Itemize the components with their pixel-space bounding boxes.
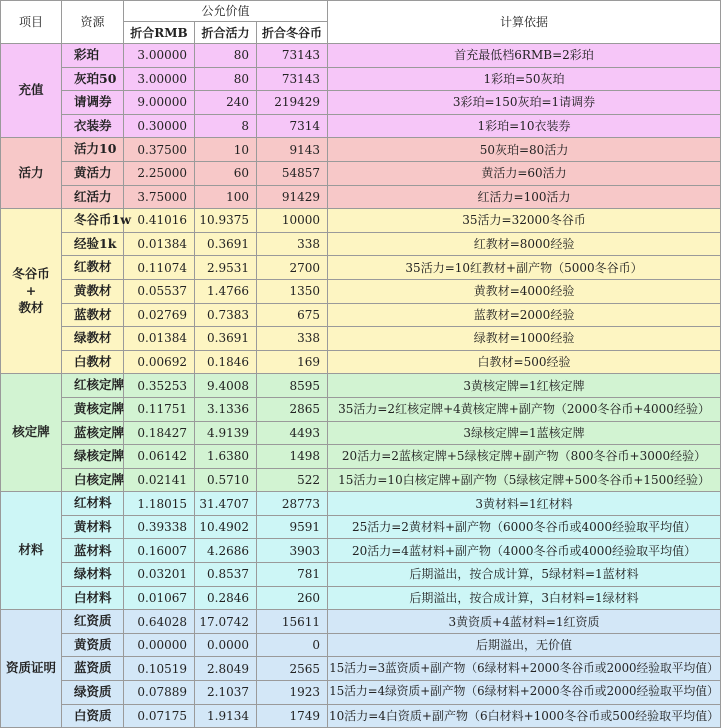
header-basis: 计算依据: [328, 1, 721, 44]
coins-value: 260: [257, 586, 328, 610]
table-row: [1, 279, 721, 303]
resource-name: 黄资质: [62, 633, 124, 657]
group-label: 冬谷币 + 教材: [1, 209, 62, 374]
resource-name: 绿材料: [62, 563, 124, 587]
vitality-value: 0.0000: [195, 633, 257, 657]
vitality-value: 0.7383: [195, 303, 257, 327]
table-row: [1, 161, 721, 185]
group-label: 活力: [1, 138, 62, 209]
vitality-value: 1.9134: [195, 704, 257, 728]
resource-name: 冬谷币1w: [62, 209, 124, 233]
rmb-value: 0.01384: [124, 327, 195, 351]
rmb-value: 3.00000: [124, 67, 195, 91]
vitality-value: 31.4707: [195, 492, 257, 516]
resource-name: 绿教材: [62, 327, 124, 351]
resource-name: 黄教材: [62, 279, 124, 303]
coins-value: 73143: [257, 67, 328, 91]
table-row: [1, 539, 721, 563]
basis-text: 3绿核定牌=1蓝核定牌: [328, 421, 721, 445]
resource-name: 红教材: [62, 256, 124, 280]
basis-text: 1彩珀=50灰珀: [328, 67, 721, 91]
vitality-value: 10.9375: [195, 209, 257, 233]
vitality-value: 80: [195, 44, 257, 68]
rmb-value: 0.64028: [124, 610, 195, 634]
basis-text: 50灰珀=80活力: [328, 138, 721, 162]
resource-name: 黄活力: [62, 161, 124, 185]
resource-name: 蓝资质: [62, 657, 124, 681]
group-label: 充值: [1, 44, 62, 138]
rmb-value: 0.16007: [124, 539, 195, 563]
vitality-value: 0.8537: [195, 563, 257, 587]
vitality-value: 2.8049: [195, 657, 257, 681]
table-row: [1, 468, 721, 492]
resource-name: 黄核定牌: [62, 397, 124, 421]
basis-text: 红活力=100活力: [328, 185, 721, 209]
resource-name: 衣装券: [62, 114, 124, 138]
coins-value: 675: [257, 303, 328, 327]
vitality-value: 10: [195, 138, 257, 162]
resource-name: 经验1k: [62, 232, 124, 256]
resource-name: 红资质: [62, 610, 124, 634]
rmb-value: 0.11074: [124, 256, 195, 280]
group-label: 资质证明: [1, 610, 62, 728]
header-project: 项目: [1, 1, 62, 44]
resource-name: 蓝核定牌: [62, 421, 124, 445]
vitality-value: 60: [195, 161, 257, 185]
table-row: [1, 492, 721, 516]
coins-value: 7314: [257, 114, 328, 138]
rmb-value: 2.25000: [124, 161, 195, 185]
vitality-value: 1.6380: [195, 445, 257, 469]
coins-value: 1498: [257, 445, 328, 469]
header-fair-value: 公允价值: [124, 1, 328, 22]
coins-value: 1350: [257, 279, 328, 303]
coins-value: 522: [257, 468, 328, 492]
basis-text: 35活力=2红核定牌+4黄核定牌+副产物（2000冬谷币+4000经验）: [328, 397, 721, 421]
coins-value: 2565: [257, 657, 328, 681]
coins-value: 338: [257, 232, 328, 256]
basis-text: 20活力=4蓝材料+副产物（4000冬谷币或4000经验取平均值）: [328, 539, 721, 563]
rmb-value: 0.10519: [124, 657, 195, 681]
rmb-value: 3.00000: [124, 44, 195, 68]
group-label: 材料: [1, 492, 62, 610]
coins-value: 1923: [257, 681, 328, 705]
vitality-value: 0.1846: [195, 350, 257, 374]
header-resource: 资源: [62, 1, 124, 44]
vitality-value: 8: [195, 114, 257, 138]
rmb-value: 0.30000: [124, 114, 195, 138]
table-row: [1, 374, 721, 398]
basis-text: 蓝教材=2000经验: [328, 303, 721, 327]
resource-name: 活力10: [62, 138, 124, 162]
resource-name: 灰珀50: [62, 67, 124, 91]
rmb-value: 0.02769: [124, 303, 195, 327]
table-row: [1, 633, 721, 657]
rmb-value: 0.02141: [124, 468, 195, 492]
coins-value: 9143: [257, 138, 328, 162]
resource-name: 蓝教材: [62, 303, 124, 327]
basis-text: 首充最低档6RMB=2彩珀: [328, 44, 721, 68]
coins-value: 28773: [257, 492, 328, 516]
vitality-value: 240: [195, 91, 257, 115]
table-row: [1, 610, 721, 634]
resource-name: 红材料: [62, 492, 124, 516]
rmb-value: 0.01067: [124, 586, 195, 610]
resource-name: 绿资质: [62, 681, 124, 705]
basis-text: 20活力=2蓝核定牌+5绿核定牌+副产物（800冬谷币+3000经验）: [328, 445, 721, 469]
header-coins: 折合冬谷币: [257, 22, 328, 44]
resource-name: 白材料: [62, 586, 124, 610]
table-row: [1, 185, 721, 209]
rmb-value: 0.39338: [124, 515, 195, 539]
vitality-value: 100: [195, 185, 257, 209]
coins-value: 3903: [257, 539, 328, 563]
basis-text: 绿教材=1000经验: [328, 327, 721, 351]
table-row: [1, 138, 721, 162]
resource-name: 白核定牌: [62, 468, 124, 492]
vitality-value: 4.2686: [195, 539, 257, 563]
vitality-value: 0.5710: [195, 468, 257, 492]
resource-name: 红核定牌: [62, 374, 124, 398]
table-row: [1, 397, 721, 421]
coins-value: 1749: [257, 704, 328, 728]
vitality-value: 10.4902: [195, 515, 257, 539]
vitality-value: 0.3691: [195, 232, 257, 256]
vitality-value: 2.9531: [195, 256, 257, 280]
resource-name: 红活力: [62, 185, 124, 209]
basis-text: 15活力=3蓝资质+副产物（6绿材料+2000冬谷币或2000经验取平均值）: [328, 657, 721, 681]
rmb-value: 0.00000: [124, 633, 195, 657]
coins-value: 4493: [257, 421, 328, 445]
rmb-value: 0.05537: [124, 279, 195, 303]
coins-value: 338: [257, 327, 328, 351]
header-vitality: 折合活力: [195, 22, 257, 44]
coins-value: 0: [257, 633, 328, 657]
vitality-value: 4.9139: [195, 421, 257, 445]
table-row: [1, 44, 721, 68]
rmb-value: 0.07175: [124, 704, 195, 728]
table-row: [1, 515, 721, 539]
table-row: [1, 232, 721, 256]
coins-value: 9591: [257, 515, 328, 539]
table-row: [1, 657, 721, 681]
basis-text: 15活力=10白核定牌+副产物（5绿核定牌+500冬谷币+1500经验）: [328, 468, 721, 492]
header-rmb: 折合RMB: [124, 22, 195, 44]
basis-text: 35活力=32000冬谷币: [328, 209, 721, 233]
vitality-value: 0.2846: [195, 586, 257, 610]
table-row: [1, 563, 721, 587]
table-row: [1, 586, 721, 610]
rmb-value: 0.37500: [124, 138, 195, 162]
rmb-value: 3.75000: [124, 185, 195, 209]
coins-value: 169: [257, 350, 328, 374]
rmb-value: 9.00000: [124, 91, 195, 115]
basis-text: 10活力=4白资质+副产物（6白材料+1000冬谷币或500经验取平均值）: [328, 704, 721, 728]
table-row: [1, 303, 721, 327]
vitality-value: 2.1037: [195, 681, 257, 705]
resource-name: 白资质: [62, 704, 124, 728]
rmb-value: 0.11751: [124, 397, 195, 421]
table-row: [1, 327, 721, 351]
vitality-value: 9.4008: [195, 374, 257, 398]
table-row: [1, 67, 721, 91]
basis-text: 35活力=10红教材+副产物（5000冬谷币）: [328, 256, 721, 280]
basis-text: 3黄材料=1红材料: [328, 492, 721, 516]
coins-value: 91429: [257, 185, 328, 209]
rmb-value: 0.03201: [124, 563, 195, 587]
vitality-value: 3.1336: [195, 397, 257, 421]
coins-value: 219429: [257, 91, 328, 115]
basis-text: 1彩珀=10衣装券: [328, 114, 721, 138]
coins-value: 10000: [257, 209, 328, 233]
coins-value: 781: [257, 563, 328, 587]
basis-text: 后期溢出，按合成计算，5绿材料=1蓝材料: [328, 563, 721, 587]
table-row: [1, 350, 721, 374]
table-row: [1, 704, 721, 728]
resource-name: 蓝材料: [62, 539, 124, 563]
resource-name: 请调券: [62, 91, 124, 115]
vitality-value: 17.0742: [195, 610, 257, 634]
basis-text: 后期溢出，按合成计算，3白材料=1绿材料: [328, 586, 721, 610]
coins-value: 2865: [257, 397, 328, 421]
basis-text: 25活力=2黄材料+副产物（6000冬谷币或4000经验取平均值）: [328, 515, 721, 539]
rmb-value: 0.01384: [124, 232, 195, 256]
coins-value: 8595: [257, 374, 328, 398]
coins-value: 54857: [257, 161, 328, 185]
coins-value: 2700: [257, 256, 328, 280]
table-row: [1, 209, 721, 233]
table-row: [1, 681, 721, 705]
rmb-value: 0.18427: [124, 421, 195, 445]
vitality-value: 1.4766: [195, 279, 257, 303]
group-label: 核定牌: [1, 374, 62, 492]
basis-text: 3黄核定牌=1红核定牌: [328, 374, 721, 398]
rmb-value: 0.00692: [124, 350, 195, 374]
basis-text: 红教材=8000经验: [328, 232, 721, 256]
vitality-value: 80: [195, 67, 257, 91]
basis-text: 后期溢出，无价值: [328, 633, 721, 657]
resource-name: 绿核定牌: [62, 445, 124, 469]
basis-text: 3彩珀=150灰珀=1请调券: [328, 91, 721, 115]
basis-text: 白教材=500经验: [328, 350, 721, 374]
table-row: [1, 114, 721, 138]
rmb-value: 0.06142: [124, 445, 195, 469]
table-row: [1, 256, 721, 280]
basis-text: 黄教材=4000经验: [328, 279, 721, 303]
vitality-value: 0.3691: [195, 327, 257, 351]
table-row: [1, 421, 721, 445]
resource-name: 黄材料: [62, 515, 124, 539]
coins-value: 15611: [257, 610, 328, 634]
basis-text: 15活力=4绿资质+副产物（6绿材料+2000冬谷币或2000经验取平均值）: [328, 681, 721, 705]
rmb-value: 0.41016: [124, 209, 195, 233]
table-row: [1, 91, 721, 115]
resource-name: 白教材: [62, 350, 124, 374]
rmb-value: 0.35253: [124, 374, 195, 398]
coins-value: 73143: [257, 44, 328, 68]
table-row: [1, 445, 721, 469]
rmb-value: 1.18015: [124, 492, 195, 516]
basis-text: 3黄资质+4蓝材料=1红资质: [328, 610, 721, 634]
resource-name: 彩珀: [62, 44, 124, 68]
basis-text: 黄活力=60活力: [328, 161, 721, 185]
table-body: [1, 44, 721, 728]
rmb-value: 0.07889: [124, 681, 195, 705]
